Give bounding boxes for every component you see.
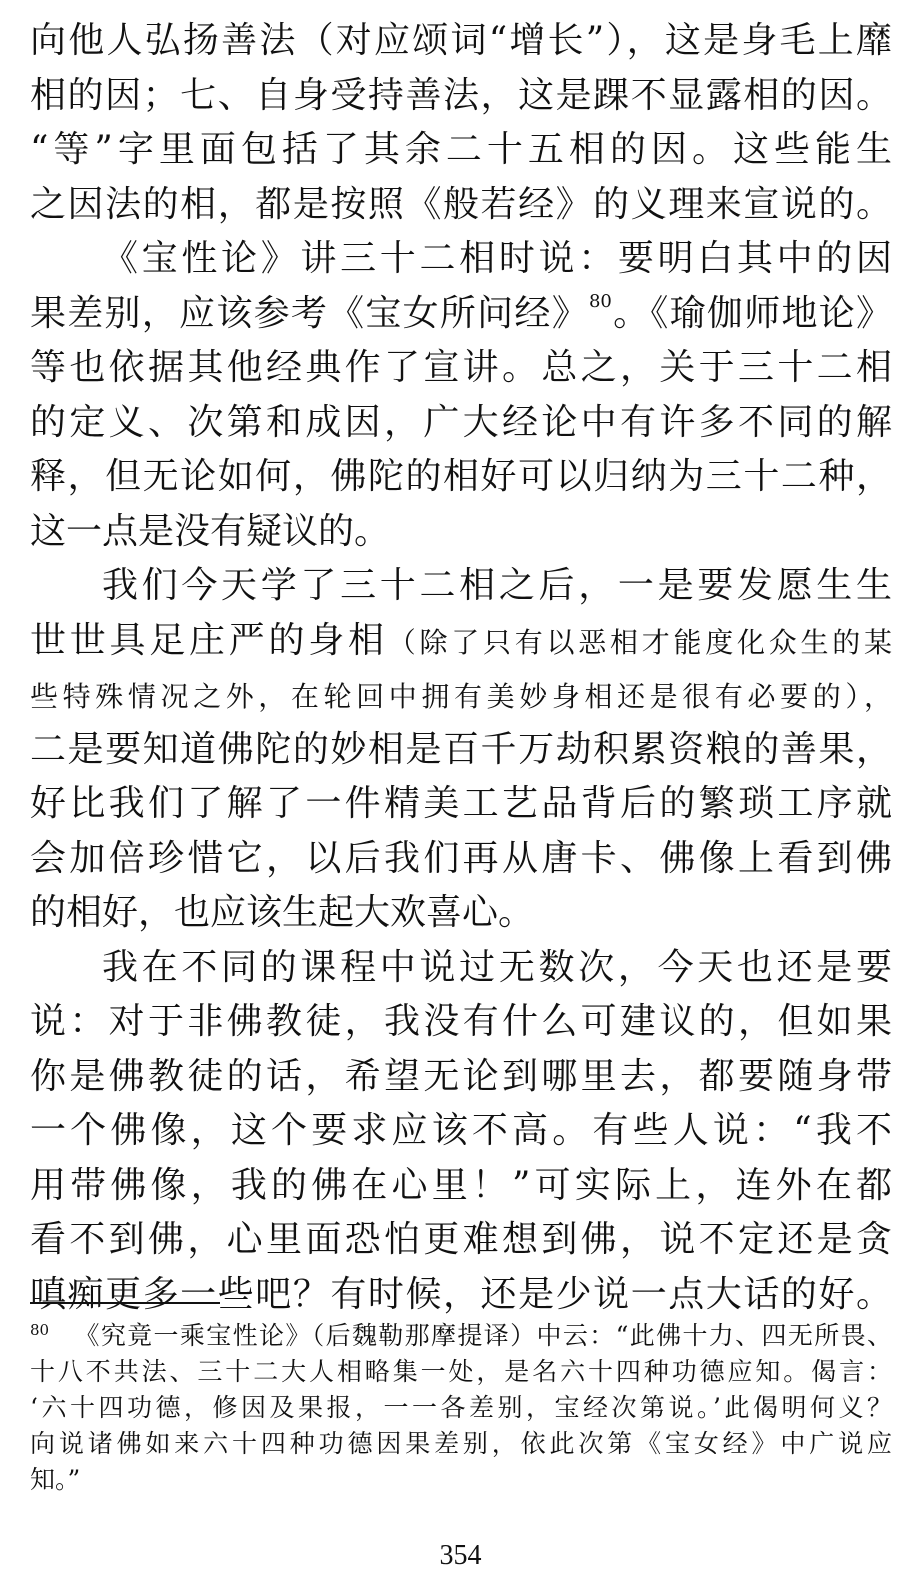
text-line: 相的因；七、自身受持善法，这是踝不显露相的因。 <box>30 74 892 116</box>
text-line: 说：对于非佛教徒，我没有什么可建议的，但如果 <box>30 1001 892 1042</box>
text-line-with-footnote-ref <box>30 287 892 342</box>
text-line: 我们今天学了三十二相之后，一是要发愿生生 <box>102 565 892 606</box>
footnote-reference: 80 <box>588 290 612 312</box>
text-line: 好比我们了解了一件精美工艺品背后的繁琐工序就 <box>30 783 892 824</box>
footnote-line: 向说诸佛如来六十四种功德因果差别，依此次第《宝女经》中广说应 <box>30 1429 892 1458</box>
inline-note: 些特殊情况之外，在轮回中拥有美妙身相还是很有必要的）， <box>30 680 892 713</box>
footnote <box>30 1318 892 1498</box>
text-line-small <box>30 668 892 723</box>
footnote-line: 知。” <box>30 1465 81 1494</box>
inline-note: （除了只有以恶相才能度化众生的某 <box>387 625 892 659</box>
text-line: 的定义、次第和成因，广大经论中有许多不同的解 <box>30 401 892 443</box>
text-segment: 果差别，应该参考《宝女所问经》 <box>30 292 589 334</box>
text-line: 会加倍珍惜它，以后我们再从唐卡、佛像上看到佛 <box>30 837 892 879</box>
text-line: 向他人弘扬善法（对应颂词“增长”），这是身毛上靡 <box>30 20 892 61</box>
text-line: 用带佛像，我的佛在心里！”可实际上，连外在都 <box>30 1164 892 1206</box>
text-line: 等也依据其他经典作了宣讲。总之，关于三十二相 <box>30 347 892 388</box>
text-line: 一个佛像，这个要求应该不高。有些人说：“我不 <box>30 1110 892 1151</box>
text-line: “等”字里面包括了其余二十五相的因。这些能生 <box>30 129 892 170</box>
text-line: 我在不同的课程中说过无数次，今天也还是要 <box>102 946 892 988</box>
body-text <box>30 14 892 1322</box>
text-line: 嗔痴更多一些吧？有时候，还是少说一点大话的好。 <box>30 1273 892 1315</box>
text-line: 二是要知道佛陀的妙相是百千万劫积累资粮的善果， <box>30 728 892 770</box>
footnote-text: 《究竟一乘宝性论》（后魏勒那摩提译）中云：“此佛十力、四无所畏、 <box>73 1321 892 1350</box>
page-number: 354 <box>439 1540 482 1571</box>
text-line: 的相好，也应该生起大欢喜心。 <box>30 892 535 933</box>
footnote-divider <box>30 1302 220 1304</box>
text-segment: 。《瑜伽师地论》 <box>611 292 892 334</box>
text-line: 释，但无论如何，佛陀的相好可以归纳为三十二种， <box>30 456 892 497</box>
text-line: 《宝性论》讲三十二相时说：要明白其中的因 <box>102 238 892 279</box>
text-line: 这一点是没有疑议的。 <box>30 510 391 552</box>
text-line: 你是佛教徒的话，希望无论到哪里去，都要随身带 <box>30 1055 892 1097</box>
text-line: 看不到佛，心里面恐怕更难想到佛，说不定还是贪 <box>30 1219 892 1260</box>
footnote-line: 十八不共法、三十二大人相略集一处，是名六十四种功德应知。偈言： <box>30 1357 892 1386</box>
footnote-line: ‘六十四功德，修因及果报，一一各差别，宝经次第说。’此偈明何义？ <box>30 1393 892 1422</box>
text-segment: 世世具足庄严的身相 <box>30 619 388 661</box>
footnote-line <box>30 1318 892 1354</box>
footnote-number: 80 <box>30 1321 50 1339</box>
text-line: 之因法的相，都是按照《般若经》的义理来宣说的。 <box>30 183 892 225</box>
text-line-with-note <box>30 614 892 669</box>
